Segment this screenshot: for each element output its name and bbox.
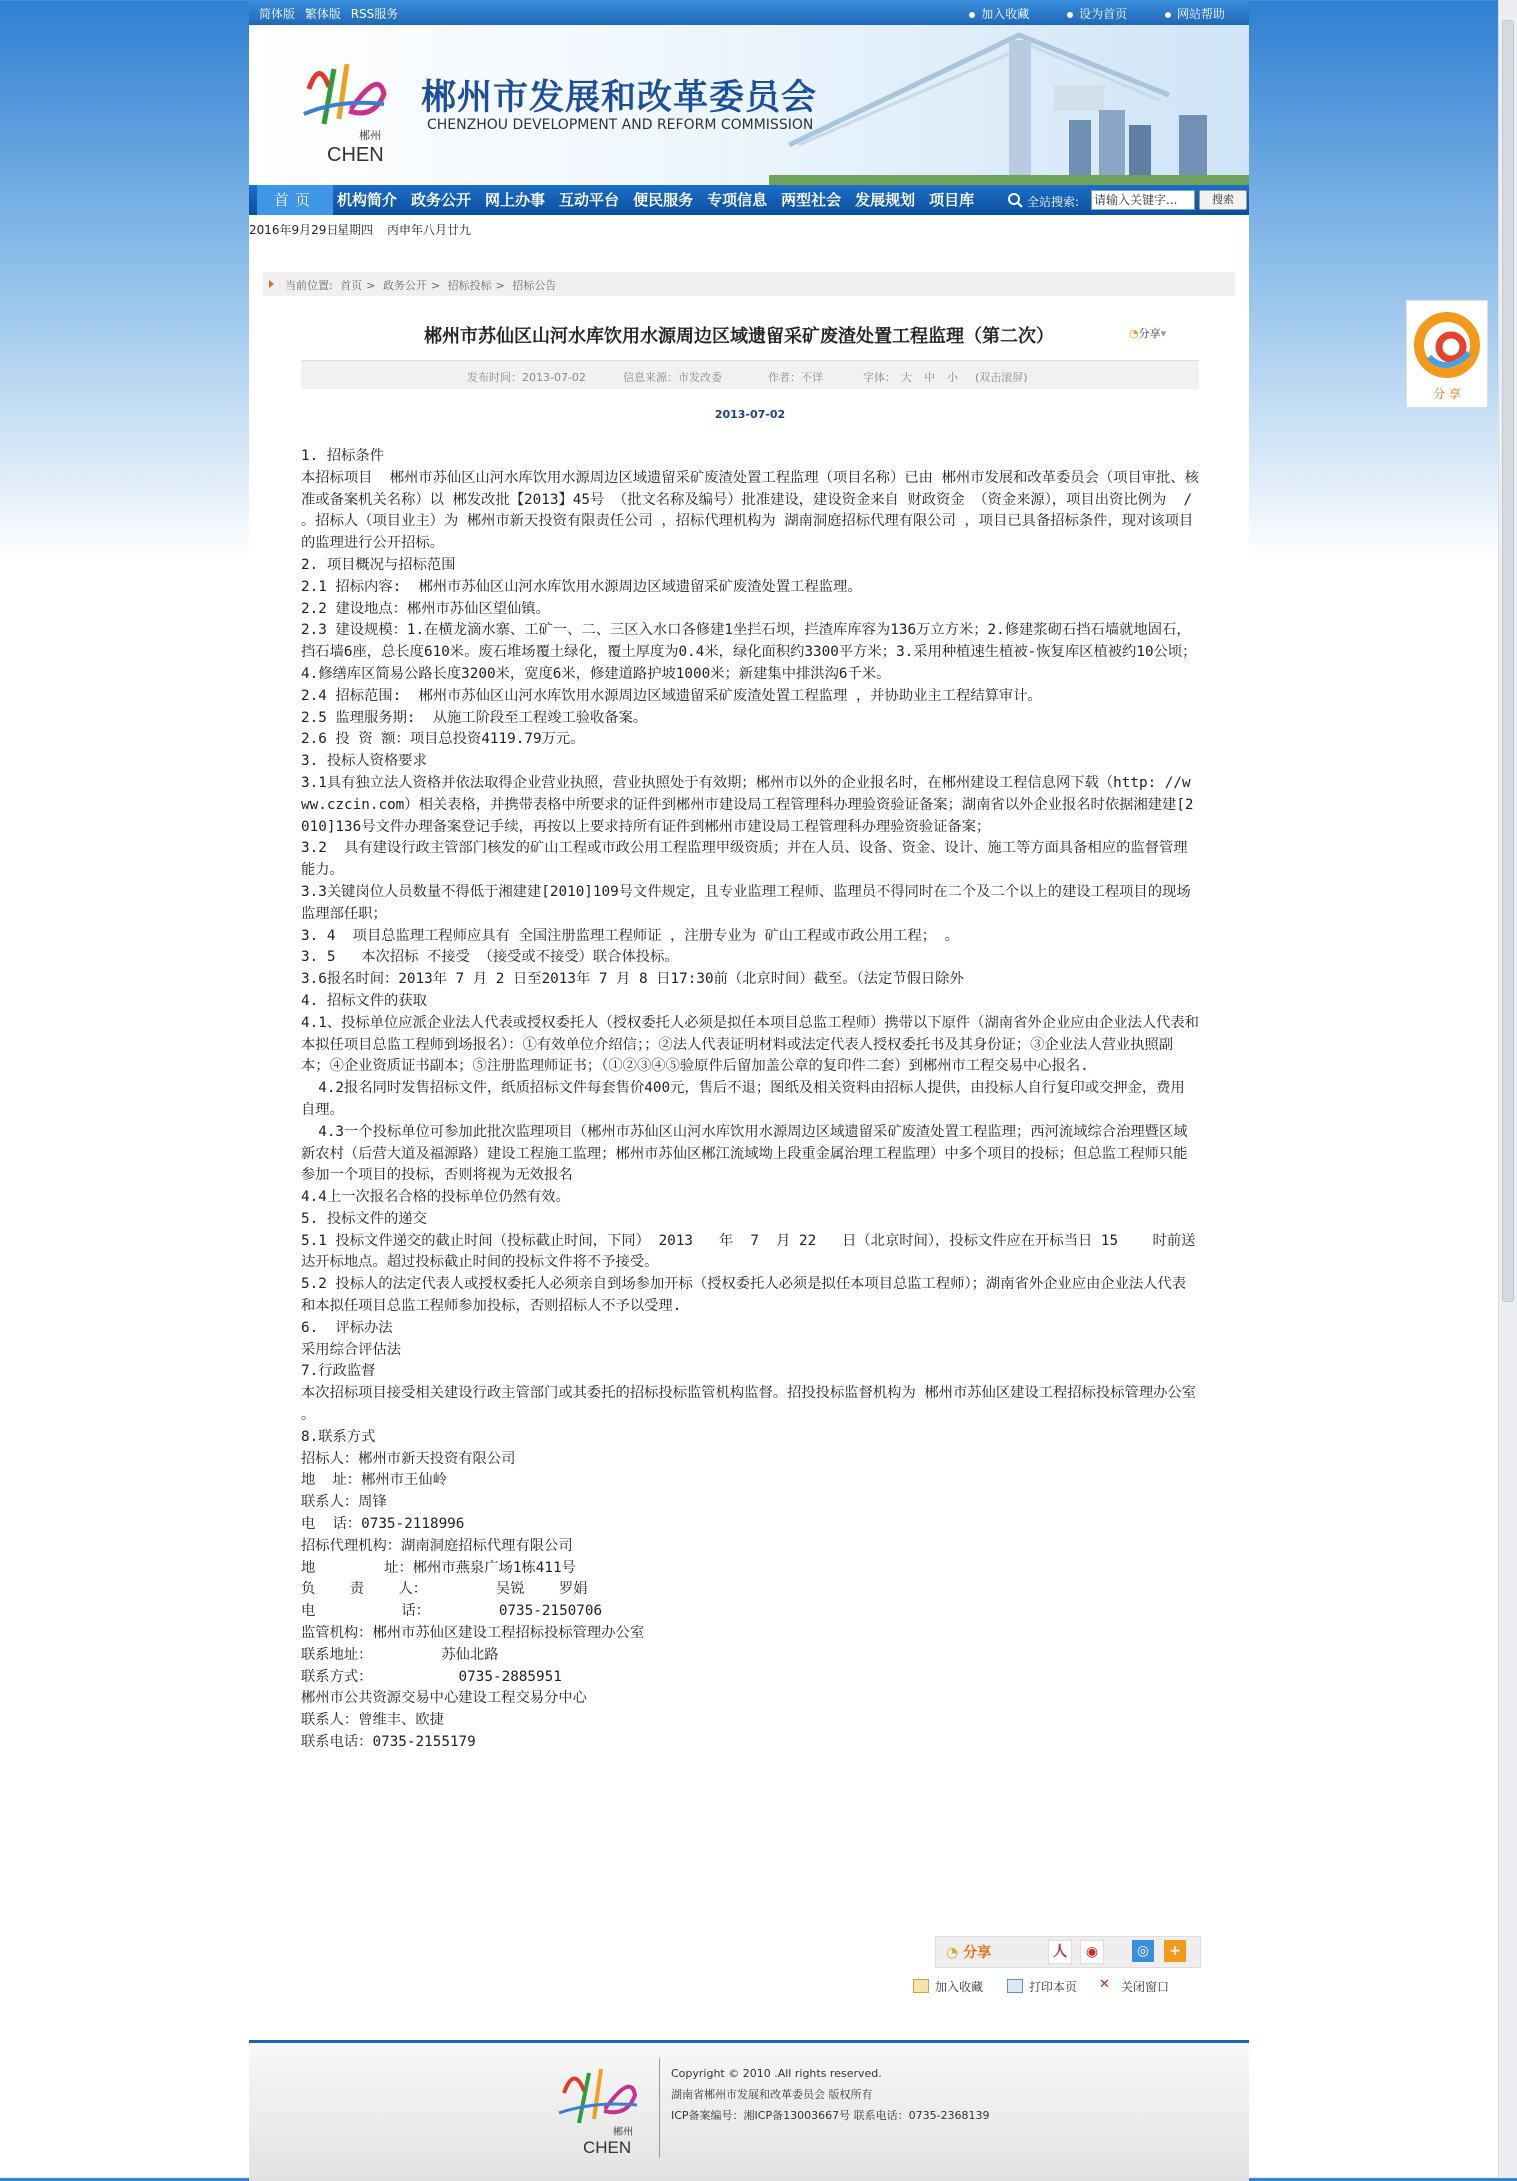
share-toolbar xyxy=(935,1936,1201,1968)
nav-item-public-services[interactable]: 便民服务 xyxy=(633,191,694,209)
traditional-link[interactable]: 繁体版 xyxy=(304,7,341,21)
article-paragraph: 2.1 招标内容: 郴州市苏仙区山河水库饮用水源周边区域遗留采矿废渣处置工程监理。 xyxy=(301,578,862,595)
article-paragraph: 招标人：郴州市新天投资有限公司 xyxy=(301,1450,516,1467)
set-homepage-link[interactable]: 设为首页 xyxy=(1067,7,1127,21)
article-paragraph: 5.1 投标文件递交的截止时间（投标截止时间，下同） 2013 年 7 月 22 日（北京时间），投标文件应在开标当日 15 时前送达开标地点。超过投标截止时间的投标文件将不予接受。 xyxy=(301,1232,1196,1271)
svg-text:CHEN: CHEN xyxy=(583,2138,632,2157)
nav-item-project-library[interactable]: 项目库 xyxy=(929,191,975,209)
add-favorite-link[interactable]: 加入收藏 xyxy=(969,7,1029,21)
article-paragraph: 3. 5 本次招标 不接受 （接受或不接受）联合体投标。 xyxy=(301,949,679,966)
footer xyxy=(249,2040,1249,2181)
article-share-button[interactable]: ◔分享▾ xyxy=(1129,327,1167,340)
floating-share-widget[interactable] xyxy=(1406,300,1488,408)
article-date: 2013-07-02 xyxy=(714,408,786,421)
favorite-icon xyxy=(913,1979,929,1993)
article-paragraph: 郴州市公共资源交易中心建设工程交易分中心 xyxy=(301,1690,587,1707)
breadcrumb-bidding[interactable]: 招标投标 xyxy=(447,279,492,292)
main-nav xyxy=(249,185,1249,215)
footer-icp: ICP备案编号：湘ICP备13003667号 联系电话：0735-2368139 xyxy=(671,2109,990,2122)
article-paragraph: 招标代理机构：湖南洞庭招标代理有限公司 xyxy=(301,1537,573,1554)
header-banner xyxy=(249,25,1249,185)
scrollbar-thumb[interactable] xyxy=(1502,20,1514,1302)
nav-item-government-affairs[interactable]: 政务公开 xyxy=(411,191,472,209)
floating-share-label: 分 享 xyxy=(1433,387,1461,401)
scrollbar[interactable] xyxy=(1498,0,1517,2178)
nav-item-organization[interactable]: 机构简介 xyxy=(337,191,398,209)
page-tools xyxy=(913,1976,1203,1996)
current-weekday: 星期四 xyxy=(337,223,374,237)
article-paragraph: 联系人：曾维丰、欧捷 xyxy=(301,1712,444,1729)
simplified-link[interactable]: 简体版 xyxy=(259,7,296,21)
article-paragraph: 本招标项目 郴州市苏仙区山河水库饮用水源周边区域遗留采矿废渣处置工程监理（项目名称）已由 郴州市发展和改革委员会（项目审批、核准或备案机关名称）以 郴发改批【2013】45号 （批文名称及编号）批准建设，建设资金来自 财政资金 （资金来源），项目出资比例为 / 。招标人（项目业主）为 郴州市新天投资有限责任公司 ，招标代理机构为 湖南洞庭招标代理有限公司 ，项目已具备招标条件，现对该项目的监理进行公开招标。 xyxy=(301,469,1210,552)
article-paragraph: 2. 项目概况与招标范围 xyxy=(301,556,456,573)
bullet-icon xyxy=(1165,12,1171,18)
search-input[interactable]: 请输入关键字... xyxy=(1091,190,1195,210)
svg-text:郴州: 郴州 xyxy=(359,130,381,142)
breadcrumb-government-affairs[interactable]: 政务公开 xyxy=(382,279,427,292)
renren-share-icon[interactable]: 人 xyxy=(1048,1940,1072,1964)
weibo-share-icon[interactable]: ◉ xyxy=(1080,1940,1104,1964)
print-icon xyxy=(1007,1979,1023,1993)
article-paragraph: 8.联系方式 xyxy=(301,1428,376,1445)
search-label: 全站搜索: xyxy=(1027,195,1080,209)
search-icon xyxy=(1007,192,1023,208)
breadcrumb-home[interactable]: 首页 xyxy=(340,279,363,292)
article-paragraph: 采用综合评估法 xyxy=(301,1341,402,1358)
footer-owner: 湖南省郴州市发展和改革委员会 版权所有 xyxy=(671,2088,873,2101)
info-source: 信息来源：市发改委 xyxy=(623,371,722,384)
footer-divider xyxy=(659,2058,660,2158)
article-paragraph: 联系人：周锋 xyxy=(301,1494,387,1511)
nav-item-special-info[interactable]: 专项信息 xyxy=(707,191,768,209)
article-paragraph: 2.5 监理服务期: 从施工阶段至工程竣工验收备案。 xyxy=(301,709,648,726)
article-paragraph: 5.2 投标人的法定代表人或授权委托人必须亲自到场参加开标（授权委托人必须是拟任本项目总监工程师）；湖南省外企业应由企业法人代表和本拟任项目总监工程师参加投标，否则招标人不予以受理. xyxy=(301,1276,1187,1315)
article-paragraph: 1. 招标条件 xyxy=(301,448,385,464)
rss-link[interactable]: RSS服务 xyxy=(350,7,399,21)
date-bar xyxy=(249,215,1249,241)
article-paragraph: 4.2报名同时发售招标文件，纸质招标文件每套售价400元，售后不退；图纸及相关资料由招标人提供，由投标人自行复印或交押金，费用自理。 xyxy=(301,1080,1185,1118)
chevron-down-icon: ▾ xyxy=(1160,327,1167,340)
article-paragraph: 监管机构：郴州市苏仙区建设工程招标投标管理办公室 xyxy=(301,1625,645,1642)
svg-text:郴州: 郴州 xyxy=(613,2127,633,2138)
article-paragraph: 3.2 具有建设行政主管部门核发的矿山工程或市政公用工程监理甲级资质；并在人员、设备、资金、设计、施工等方面具备相应的监督管理能力。 xyxy=(301,840,1188,879)
font-size-medium[interactable]: 中 xyxy=(924,371,935,384)
article-paragraph: 7.行政监督 xyxy=(301,1363,376,1380)
article-paragraph: 4.4上一次报名合格的投标单位仍然有效。 xyxy=(301,1189,570,1206)
svg-text:CHEN: CHEN xyxy=(327,144,384,166)
current-date: 2016年9月29日 xyxy=(249,223,339,237)
double-click-scroll: (双击滚屏) xyxy=(975,371,1028,384)
bullet-icon xyxy=(1067,12,1073,18)
breadcrumb-arrow-icon xyxy=(269,280,274,288)
close-window-tool[interactable]: 关闭窗口 xyxy=(1121,1980,1170,1994)
share-small-icon: ◔ xyxy=(1129,327,1139,340)
site-logo-icon xyxy=(289,49,399,169)
article-title: 郴州市苏仙区山河水库饮用水源周边区域遗留采矿废渣处置工程监理（第二次） xyxy=(424,326,1054,347)
bullet-icon xyxy=(969,12,975,18)
article-paragraph: 电 话： 0735-2150706 xyxy=(301,1603,603,1620)
author: 作者：不详 xyxy=(768,371,823,384)
crane-skyline-image xyxy=(769,25,1249,185)
article-paragraph: 联系电话：0735-2155179 xyxy=(301,1734,476,1751)
article-body xyxy=(301,446,1231,1754)
share-logo-icon xyxy=(1407,305,1487,385)
search-button[interactable]: 搜索 xyxy=(1199,190,1247,210)
article-paragraph: 电 话：0735-2118996 xyxy=(301,1516,465,1533)
font-size-label: 字体： xyxy=(863,371,896,384)
article-paragraph: 3. 投标人资格要求 xyxy=(301,753,427,770)
article-paragraph: 联系地址： 苏仙北路 xyxy=(301,1646,499,1663)
article-paragraph: 4. 招标文件的获取 xyxy=(301,992,427,1009)
lunar-date: 丙申年八月廿九 xyxy=(387,223,472,237)
print-page-tool[interactable]: 打印本页 xyxy=(1029,1980,1078,1994)
article-paragraph: 3. 4 项目总监理工程师应具有 全国注册监理工程师证 ，注册专业为 矿山工程或市政公用工程； 。 xyxy=(301,927,959,944)
breadcrumb: 当前位置: 首页 > 政务公开 > 招标投标 > 招标公告 xyxy=(263,272,1235,296)
article-paragraph: 负 责 人： 吴锐 罗娟 xyxy=(301,1581,588,1598)
article-paragraph: 2.2 建设地点：郴州市苏仙区望仙镇。 xyxy=(301,600,550,617)
share-toolbar-label[interactable]: ◔ 分享 xyxy=(946,1945,992,1961)
more-share-icon[interactable]: + xyxy=(1164,1940,1186,1962)
article-paragraph: 2.4 招标范围: 郴州市苏仙区山河水库饮用水源周边区域遗留采矿废渣处置工程监理 ，并协助业主工程结算审计。 xyxy=(301,687,1042,704)
article-paragraph: 本次招标项目接受相关建设行政主管部门或其委托的招标投标监管机构监督。招投投标监督机构为 郴州市苏仙区建设工程招标投标管理办公室 。 xyxy=(301,1385,1231,1424)
footer-copyright: Copyright © 2010 .All rights reserved. xyxy=(671,2067,882,2080)
tencent-share-icon[interactable]: ◎ xyxy=(1132,1940,1154,1962)
article-paragraph: 4.1、投标单位应派企业法人代表或授权委托人（授权委托人必须是拟任本项目总监工程师）携带以下原件（湖南省外企业应由企业法人代表和本拟任项目总监工程师到场报名）：①有效单位介绍信；；②法人代表证明材料或法定代表人授权委托书及其身份证；③企业法人营业执照副本；④企业资质证书副本；⑤注册监理师证书；（①②③④⑤验原件后留加盖公章的复印件二套）到郴州市工程交易中心报名. xyxy=(301,1014,1199,1075)
font-size-small[interactable]: 小 xyxy=(947,371,958,384)
publish-time: 发布时间：2013-07-02 xyxy=(467,371,586,384)
add-favorite-tool[interactable]: 加入收藏 xyxy=(935,1980,984,1994)
article-paragraph: 6. 评标办法 xyxy=(301,1319,393,1336)
article-paragraph: 3.1具有独立法人资格并依法取得企业营业执照，营业执照处于有效期；郴州市以外的企业报名时，在郴州建设工程信息网下载（http: //www.czcin.com）相关表格，并携带表格中所要求的证件到郴州市建设局工程管理科办理验资验证备案；湖南省以外企业报名时依据湘建建[2010]136号文件办理备案登记手续，再按以上要求持所有证件到郴州市建设局工程管理科办理验资验证备案； xyxy=(301,774,1194,835)
nav-home[interactable]: 首页 xyxy=(257,185,333,215)
article-meta xyxy=(301,360,1199,389)
footer-logo-icon xyxy=(549,2053,649,2163)
footer-info xyxy=(671,2063,990,2126)
breadcrumb-label: 当前位置: xyxy=(285,279,333,292)
site-title: 郴州市发展和改革委员会 xyxy=(421,77,818,118)
article-paragraph: 联系方式： 0735-2885951 xyxy=(301,1668,562,1685)
font-size-large[interactable]: 大 xyxy=(901,371,912,384)
article-paragraph: 2.6 投 资 额：项目总投资4119.79万元。 xyxy=(301,731,585,748)
article-paragraph: 5. 投标文件的递交 xyxy=(301,1210,427,1227)
breadcrumb-bid-announcement[interactable]: 招标公告 xyxy=(512,279,557,292)
article-paragraph: 2.3 建设规模：1.在横龙滴水寨、工矿一、二、三区入水口各修建1坐拦石坝，拦渣库库容为136万立方米；2.修建浆砌石挡石墙就地固石，挡石墙6座，总长度610米。废石堆场覆土绿化，覆土厚度为0.4米，绿化面积约3300平方米；3.采用种植速生植被-恢复库区植被约10公顷；4.修缮库区简易公路长度3200米，宽度6米，修建道路护坡1000米；新建集中排洪沟6千米。 xyxy=(301,622,1197,682)
nav-item-two-type-society[interactable]: 两型社会 xyxy=(781,191,842,209)
nav-item-online-services[interactable]: 网上办事 xyxy=(485,191,546,209)
article-paragraph: 3.6报名时间：2013年 7 月 2 日至2013年 7 月 8 日17:30前（北京时间）截至。（法定节假日除外 xyxy=(301,971,964,988)
article-paragraph: 地 址：郴州市燕泉广场1栋411号 xyxy=(301,1559,576,1576)
top-bar xyxy=(249,0,1249,25)
share-logo-icon: ◔ xyxy=(946,1945,959,1961)
nav-item-development-plan[interactable]: 发展规划 xyxy=(855,191,916,209)
article-paragraph: 4.3一个投标单位可参加此批次监理项目（郴州市苏仙区山河水库饮用水源周边区域遗留采矿废渣处置工程监理；西河流域综合治理暨区域新农村（后营大道及福源路）建设工程施工监理；郴州市苏仙区郴江流域坳上段重金属治理工程监理）中多个项目的投标；但总监工程师只能参加一个项目的投标，否则将视为无效报名 xyxy=(301,1123,1188,1184)
article-paragraph: 地 址：郴州市王仙岭 xyxy=(301,1472,447,1489)
close-icon: ✕ xyxy=(1099,1977,1110,1992)
page-container xyxy=(249,0,1249,2178)
site-help-link[interactable]: 网站帮助 xyxy=(1165,7,1225,21)
article-paragraph: 3.3关键岗位人员数量不得低于湘建建[2010]109号文件规定，且专业监理工程师、监理员不得同时在二个及二个以上的建设工程项目的现场监理部任职； xyxy=(301,883,1191,922)
site-subtitle: CHENZHOU DEVELOPMENT AND REFORM COMMISSION xyxy=(427,117,814,133)
nav-item-interaction[interactable]: 互动平台 xyxy=(559,191,620,209)
